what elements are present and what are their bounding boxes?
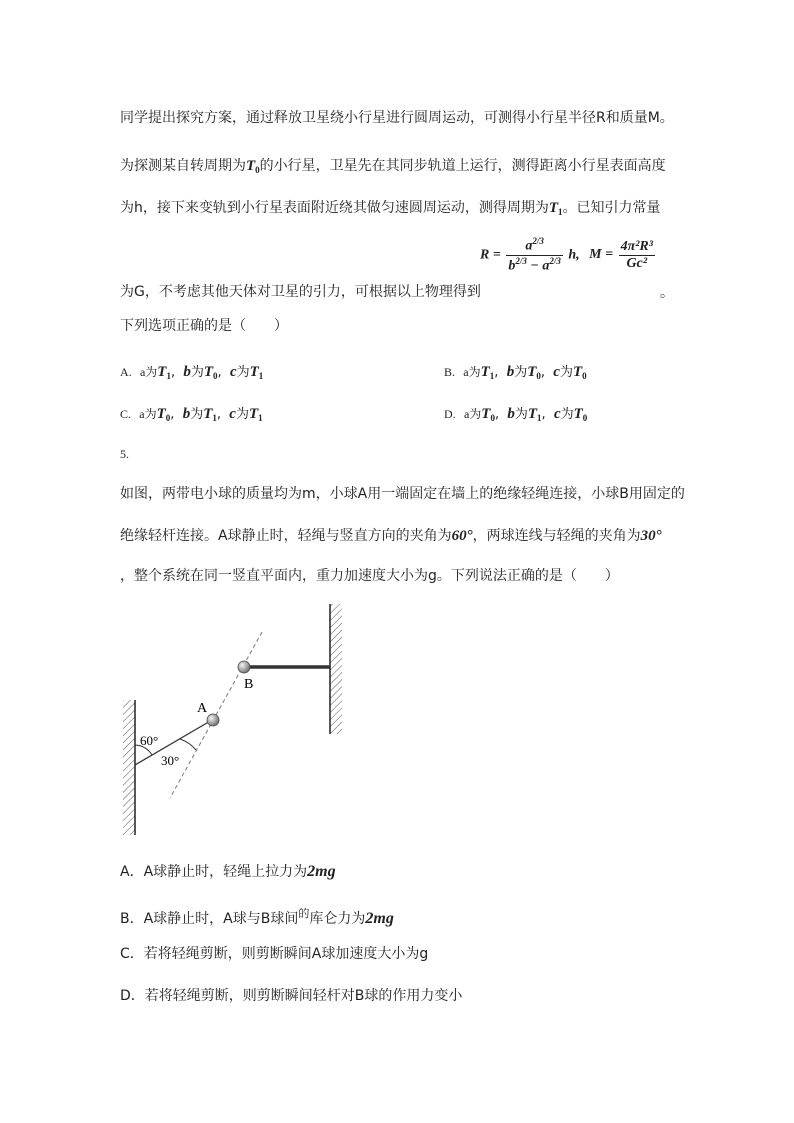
- right-wall-hatch: [330, 604, 342, 734]
- intro-line-5: 下列选项正确的是（ ）: [120, 318, 288, 334]
- answer-b[interactable]: B．A球静止时，A球与B球间$^的$库仑力为2mg: [120, 907, 394, 927]
- question-5-line-3: ，整个系统在同一竖直平面内，重力加速度大小为g。下列说法正确的是（ ）: [120, 568, 619, 584]
- formula-r-m: [480, 236, 657, 274]
- label-b: B: [244, 677, 254, 692]
- intro-line-3-b: 。已知引力常量: [562, 200, 661, 216]
- label-angle-30: 30°: [161, 753, 180, 768]
- t1-symbol: $T_1$: [548, 200, 563, 217]
- option-4-c[interactable]: C. a为$T_0$, b为$T_1$, c为$T_1$: [120, 406, 263, 423]
- formula-r-tail: h,: [568, 247, 580, 263]
- ball-a: [207, 714, 219, 726]
- option-4-a[interactable]: A. a为$T_1$, b为$T_0$, c为$T_1$: [120, 364, 264, 381]
- option-4-b[interactable]: B. a为$T_1$, b为$T_0$, c为$T_0$: [444, 364, 587, 381]
- intro-line-2: [120, 156, 666, 180]
- question-5-line-2: 绝缘轻杆连接。A球静止时，轻绳与竖直方向的夹角为60°，两球连线与轻绳的夹角为30°: [120, 528, 662, 544]
- formula-r-fraction: $\frac{a^{2/3}}{b^{2/3} - a^{2/3}}$: [508, 236, 561, 274]
- formula-m-lhs: M =: [589, 247, 614, 263]
- answer-a[interactable]: A．A球静止时，轻绳上拉力为2mg: [120, 863, 336, 880]
- ball-b: [238, 661, 250, 673]
- physics-figure: [110, 600, 380, 845]
- question-5-line-1: 如图，两带电小球的质量均为m，小球A用一端固定在墙上的绝缘轻绳连接，小球B用固定的: [120, 486, 685, 502]
- option-4-d[interactable]: D. a为$T_0$, b为$T_1$, c为$T_0$: [444, 406, 588, 423]
- formula-m-fraction: $\frac{\text{4π²R³}}{\text{Gc²}}$: [620, 238, 653, 271]
- intro-line-4-end: 。: [660, 285, 674, 301]
- intro-line-4: 为G，不考虑其他天体对卫星的引力，可根据以上物理得到: [120, 284, 481, 300]
- left-wall-hatch: [123, 700, 135, 835]
- intro-line-3: [120, 198, 661, 222]
- intro-line-2-b: 的小行星，卫星先在其同步轨道上运行，测得距离小行星表面高度: [259, 158, 666, 174]
- answer-c[interactable]: C．若将轻绳剪断，则剪断瞬间A球加速度大小为g: [120, 946, 429, 962]
- question-5-number: 5.: [120, 447, 129, 461]
- label-a: A: [197, 701, 208, 716]
- intro-line-2-a: 为探测某自转周期为: [120, 158, 246, 174]
- angle-30-text: 30°: [640, 528, 662, 544]
- formula-r-lhs: R =: [480, 247, 501, 263]
- intro-line-1: 同学提出探究方案，通过释放卫星绕小行星进行圆周运动，可测得小行星半径R和质量M。: [120, 110, 674, 126]
- angle-30-arc: [180, 739, 196, 750]
- label-angle-60: 60°: [140, 733, 159, 748]
- angle-60-text: 60°: [451, 528, 473, 544]
- intro-line-3-a: 为h，接下来变轨到小行星表面附近绕其做匀速圆周运动，测得周期为: [120, 200, 549, 216]
- answer-d[interactable]: D．若将轻绳剪断，则剪断瞬间轻杆对B球的作用力变小: [120, 988, 463, 1004]
- t0-symbol: $T_0$: [246, 158, 260, 175]
